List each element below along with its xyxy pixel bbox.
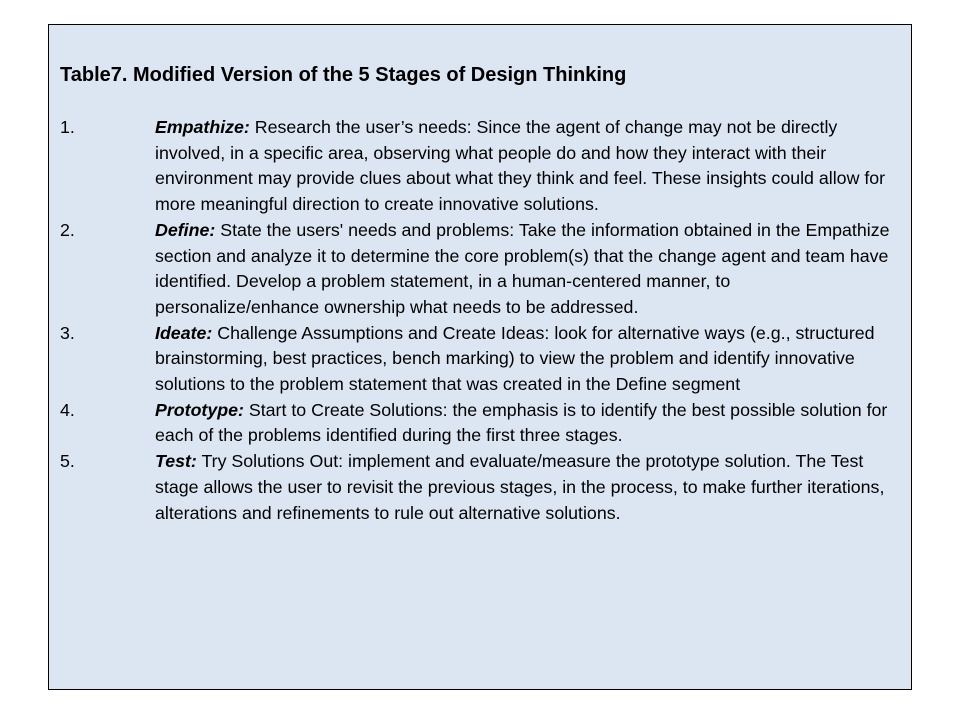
item-number: 5.: [60, 451, 75, 472]
list-item: [60, 218, 890, 321]
stage-term: Empathize:: [155, 117, 250, 137]
stage-term: Test:: [155, 451, 197, 472]
stage-description: Challenge Assumptions and Create Ideas: look for alternative ways (e.g., structured brainstorming, best practices, bench marking) to view the problem and identify innovative solutions to the problem statement that was created in the Define segment: [155, 322, 875, 395]
stage-description: Research the user’s needs: Since the agent of change may not be directly involved, in a specific area, observing what people do and how they interact with their environment may provide clues about what they think and feel. These insights could allow for more meaningful direction to create innovative solutions.: [155, 117, 886, 215]
stage-description: Start to Create Solutions: the emphasis is to identify the best possible solution for each of the problems identified during the first three stages.: [155, 399, 888, 446]
item-number: 4.: [60, 399, 75, 420]
list-item: [60, 321, 890, 398]
item-number: 1.: [60, 117, 75, 137]
stage-term: Ideate:: [155, 322, 213, 343]
stages-list: [60, 115, 890, 526]
item-number: 3.: [60, 322, 75, 343]
table-title: Table7. Modified Version of the 5 Stages of Design Thinking: [60, 64, 627, 86]
stage-term: Prototype:: [155, 399, 244, 420]
list-item: [60, 398, 890, 449]
stage-description: Try Solutions Out: implement and evaluate/measure the prototype solution. The Test stage allows the user to revisit the previous stages, in the process, to make further iterations, alterations and refinements to rule out alternative solutions.: [155, 451, 885, 523]
list-item: [60, 115, 890, 218]
stage-term: Define:: [155, 219, 216, 240]
item-number: 2.: [60, 219, 75, 240]
list-item: [60, 449, 890, 526]
table-panel: [48, 24, 912, 690]
stage-description: State the users' needs and problems: Take the information obtained in the Empathize section and analyze it to determine the core problem(s) that the change agent and team have identified. Develop a problem statement, in a human-centered manner, to personalize/enhance ownership what needs to be addressed.: [155, 219, 890, 317]
